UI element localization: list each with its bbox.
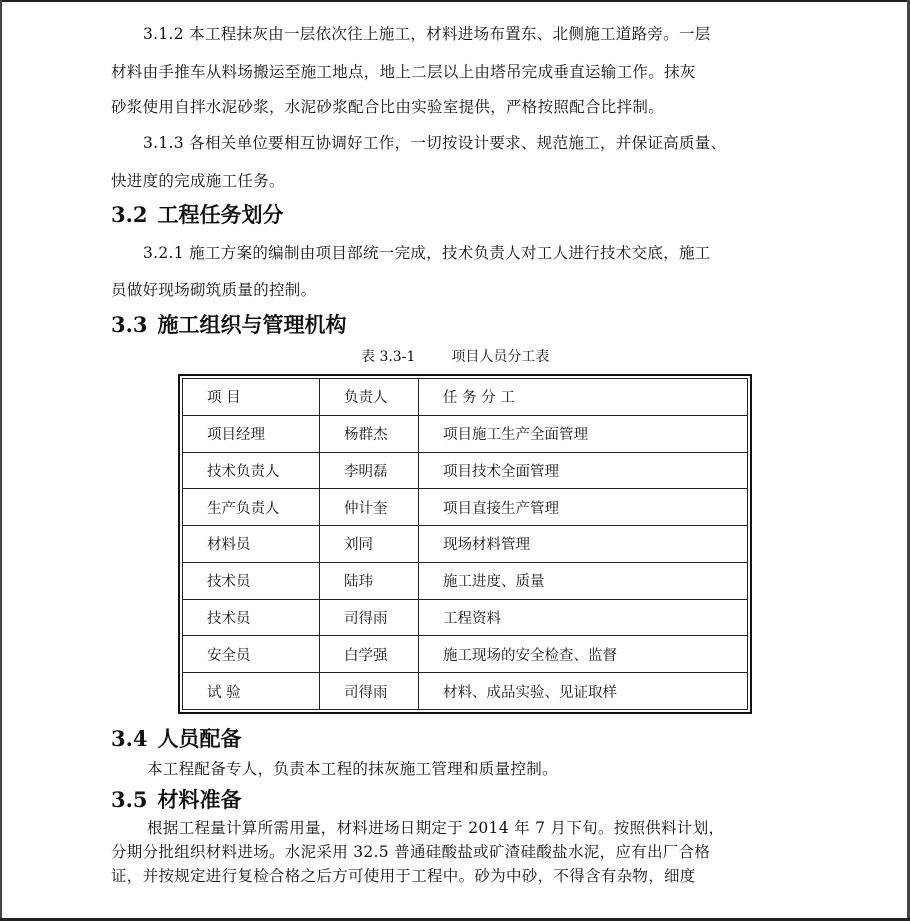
section-number: 3.2 <box>111 202 148 227</box>
section-title: 施工组织与管理机构 <box>157 313 347 337</box>
page-top-border <box>0 0 910 2</box>
section-number: 3.3 <box>111 312 148 337</box>
paragraph-3-4-line-1: 本工程配备专人，负责本工程的抹灰施工管理和质量控制。 <box>147 760 558 778</box>
person-cell: 白学强 <box>320 636 419 673</box>
role-cell: 项目经理 <box>183 415 320 452</box>
role-cell: 技术员 <box>183 599 320 636</box>
duty-cell: 项目直接生产管理 <box>419 489 748 526</box>
section-heading-3-2 <box>111 199 284 229</box>
person-cell: 杨群杰 <box>320 415 419 452</box>
table-row <box>183 636 748 673</box>
role-cell: 技术负责人 <box>183 452 320 489</box>
table-row <box>183 526 748 563</box>
table-row <box>183 562 748 599</box>
paragraph-3-2-1-line-2: 员做好现场砌筑质量的控制。 <box>111 281 317 299</box>
section-title: 材料准备 <box>157 788 242 812</box>
role-cell: 技术员 <box>183 562 320 599</box>
table-row <box>183 452 748 489</box>
section-number: 3.5 <box>111 787 148 812</box>
staff-table-grid <box>182 378 748 710</box>
duty-cell: 项目技术全面管理 <box>419 452 748 489</box>
person-cell: 李明磊 <box>320 452 419 489</box>
paragraph-3-5-line-1: 根据工程量计算所需用量，材料进场日期定于 2014 年 7 月下旬。按照供料计划， <box>147 819 725 837</box>
table-row <box>183 489 748 526</box>
table-row <box>183 673 748 710</box>
paragraph-3-5-line-2: 分期分批组织材料进场。水泥采用 32.5 普通硅酸盐或矿渣硅酸盐水泥，应有出厂合格 <box>111 843 711 861</box>
header-cell-person: 负责人 <box>320 379 419 416</box>
table-row <box>183 415 748 452</box>
role-cell: 试 验 <box>183 673 320 710</box>
paragraph-3-1-2-line-1: 3.1.2 本工程抹灰由一层依次往上施工，材料进场布置东、北侧施工道路旁。一层 <box>143 25 711 43</box>
person-cell: 陆玮 <box>320 562 419 599</box>
role-cell: 安全员 <box>183 636 320 673</box>
paragraph-3-1-3-line-1: 3.1.3 各相关单位要相互协调好工作，一切按设计要求、规范施工，并保证高质量、 <box>143 134 727 152</box>
person-cell: 司得雨 <box>320 599 419 636</box>
duty-cell: 现场材料管理 <box>419 526 748 563</box>
person-cell: 仲计奎 <box>320 489 419 526</box>
paragraph-3-1-2-line-2: 材料由手推车从料场搬运至施工地点，地上二层以上由塔吊完成垂直运输工作。抹灰 <box>111 63 696 81</box>
staff-assignment-table <box>178 374 752 714</box>
section-title: 人员配备 <box>157 727 242 751</box>
duty-cell: 工程资料 <box>419 599 748 636</box>
person-cell: 刘同 <box>320 526 419 563</box>
duty-cell: 材料、成品实验、见证取样 <box>419 673 748 710</box>
paragraph-3-1-2-line-3: 砂浆使用自拌水泥砂浆，水泥砂浆配合比由实验室提供，严格按照配合比拌制。 <box>111 98 665 116</box>
section-heading-3-5 <box>111 784 242 814</box>
page-left-border <box>0 0 2 921</box>
role-cell: 材料员 <box>183 526 320 563</box>
table-row <box>183 599 748 636</box>
table-caption-number: 表 3.3-1 <box>361 349 416 365</box>
section-heading-3-3 <box>111 309 347 339</box>
duty-cell: 施工进度、质量 <box>419 562 748 599</box>
section-heading-3-4 <box>111 723 242 753</box>
table-caption-title: 项目人员分工表 <box>451 349 550 365</box>
paragraph-3-2-1-line-1: 3.2.1 施工方案的编制由项目部统一完成，技术负责人对工人进行技术交底，施工 <box>143 244 711 262</box>
person-cell: 司得雨 <box>320 673 419 710</box>
header-cell-duty: 任 务 分 工 <box>419 379 748 416</box>
role-cell: 生产负责人 <box>183 489 320 526</box>
duty-cell: 施工现场的安全检查、监督 <box>419 636 748 673</box>
section-number: 3.4 <box>111 726 148 751</box>
duty-cell: 项目施工生产全面管理 <box>419 415 748 452</box>
section-title: 工程任务划分 <box>157 203 284 227</box>
table-header-row <box>183 379 748 416</box>
paragraph-3-1-3-line-2: 快进度的完成施工任务。 <box>111 172 285 190</box>
paragraph-3-5-line-3: 证，并按规定进行复检合格之后方可使用于工程中。砂为中砂，不得含有杂物，细度 <box>111 867 696 885</box>
table-caption <box>361 346 549 366</box>
header-cell-item: 项 目 <box>183 379 320 416</box>
